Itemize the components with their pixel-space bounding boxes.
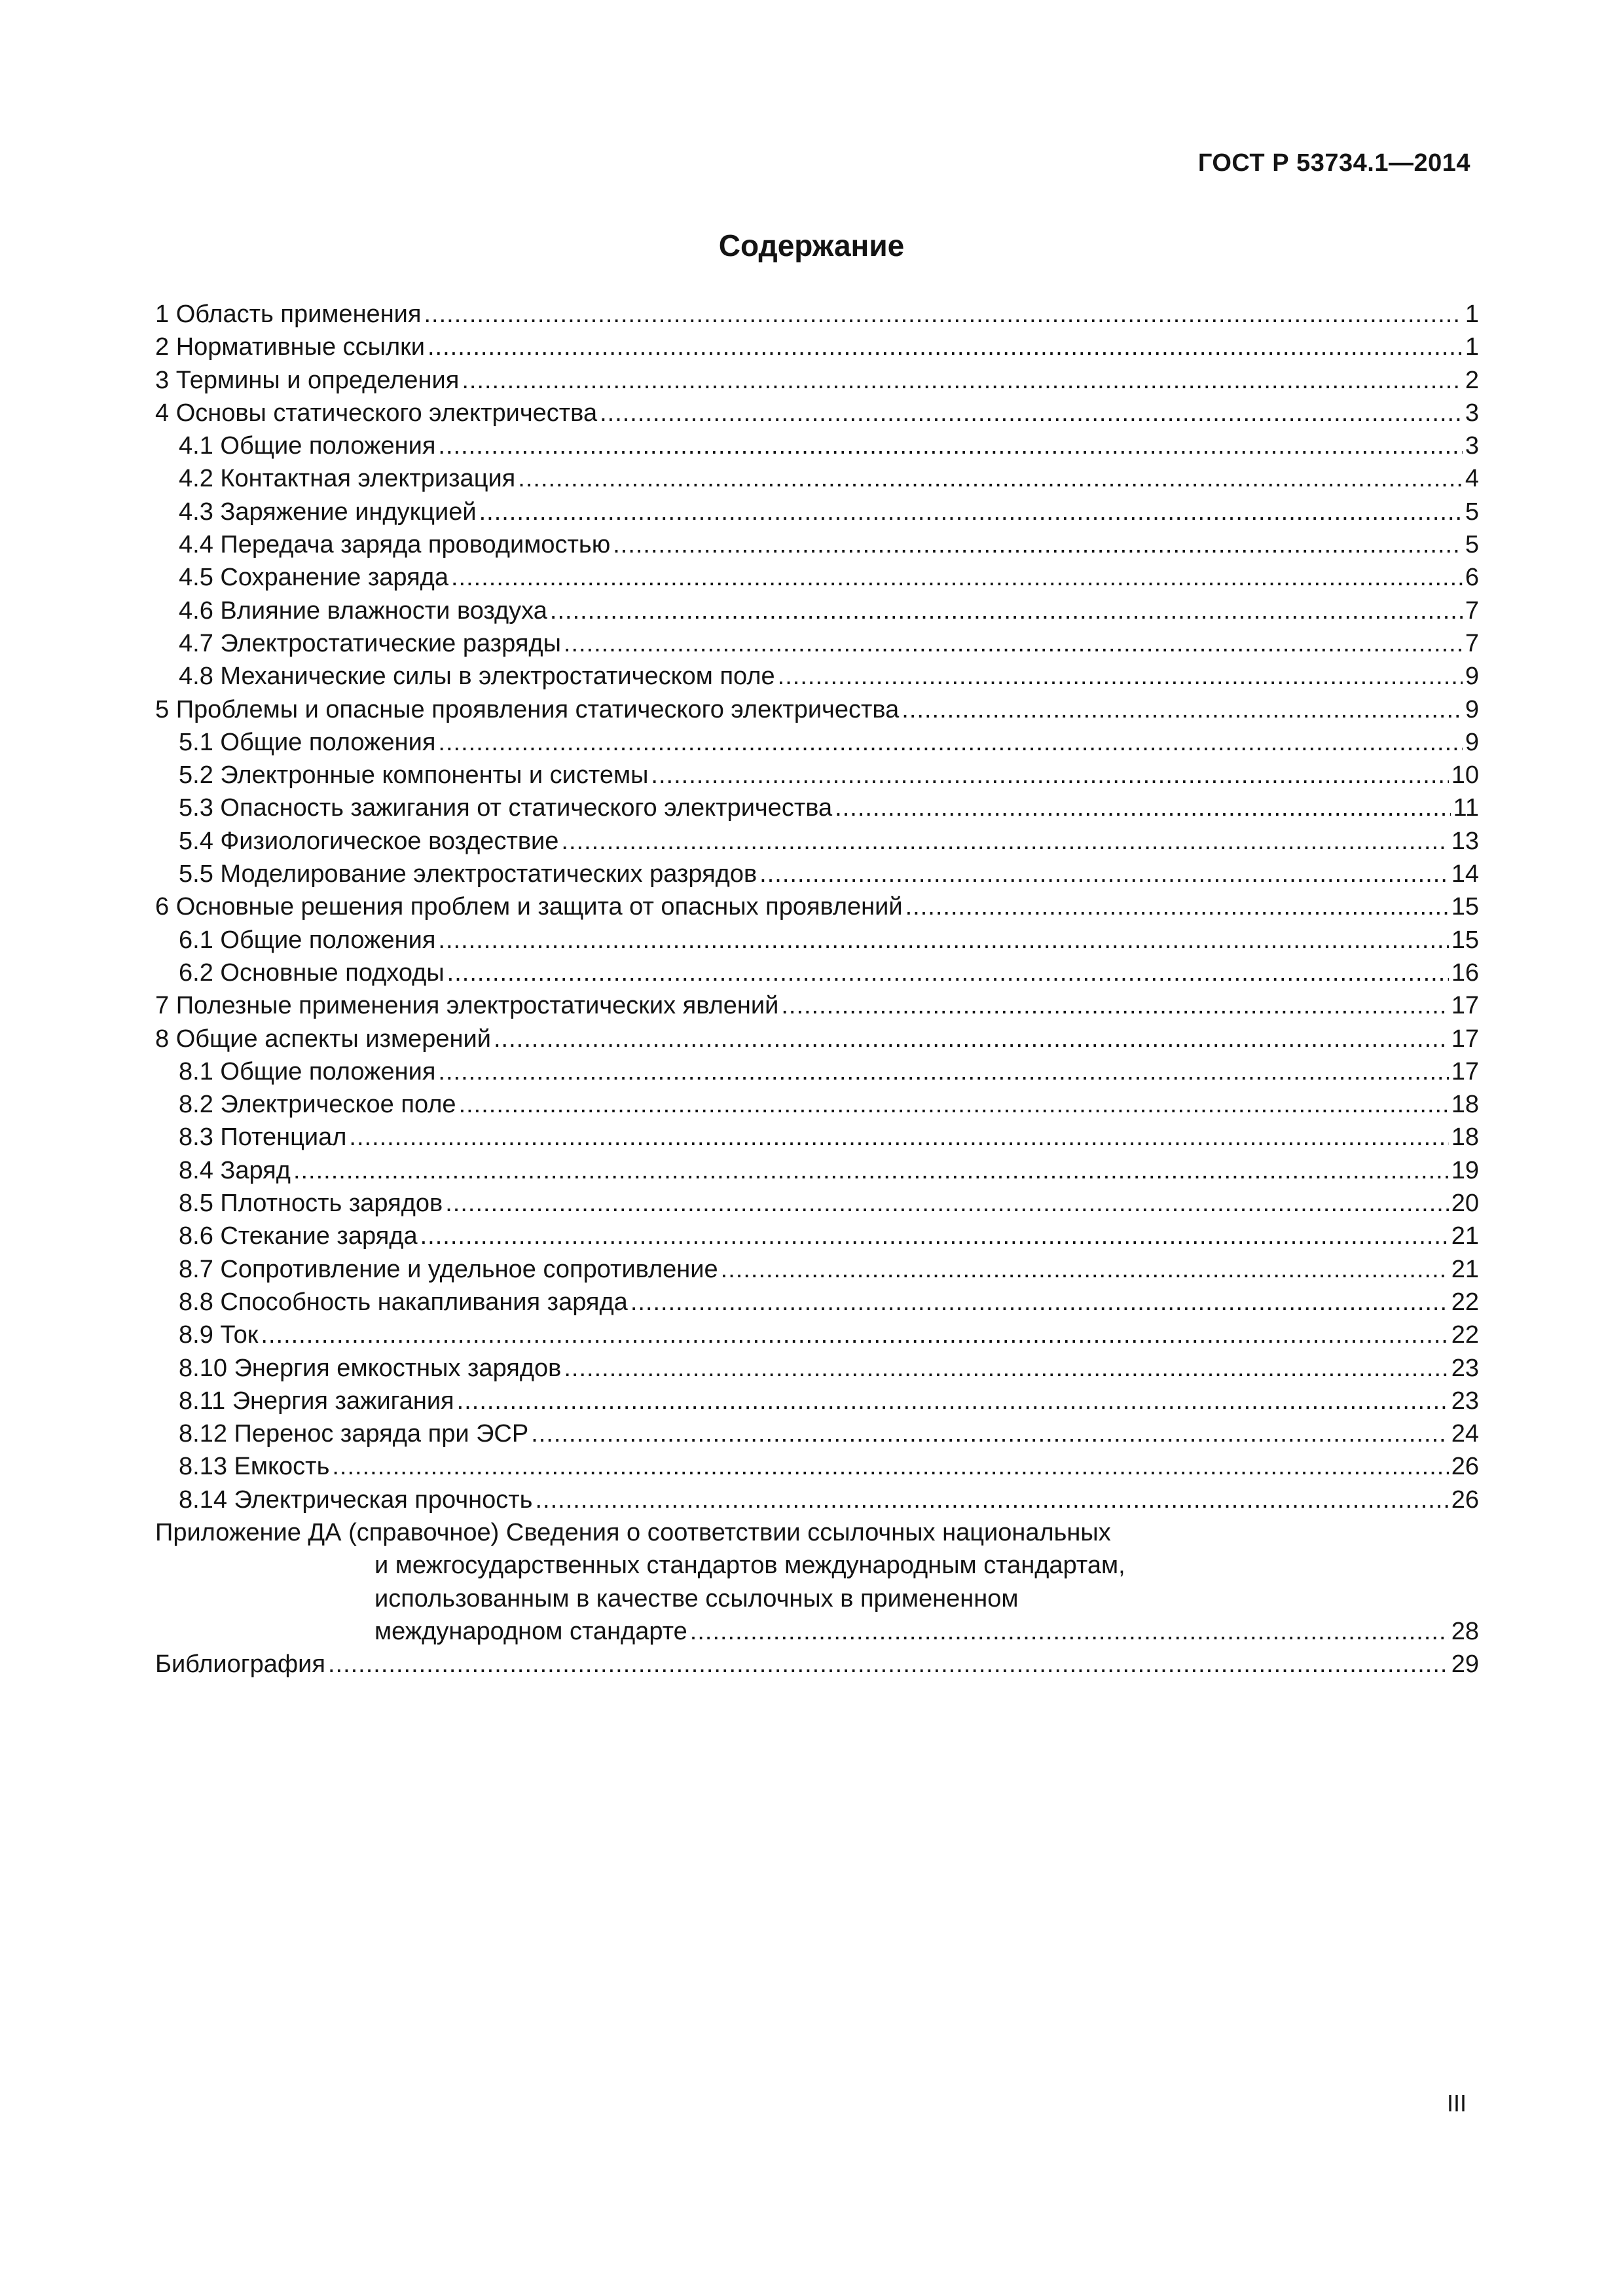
toc-entry-6-1[interactable] (155, 924, 1479, 957)
toc-entry-4-3[interactable] (155, 496, 1479, 528)
leader-dots (438, 726, 1462, 759)
leader-dots (479, 496, 1463, 528)
toc-entry-label: международном стандарте (374, 1617, 687, 1645)
toc-entry-label: 2 Нормативные ссылки (155, 333, 425, 361)
leader-dots (531, 1417, 1449, 1450)
toc-entry-page: 11 (1453, 794, 1479, 822)
leader-dots (424, 298, 1462, 331)
leader-dots (550, 594, 1463, 627)
toc-entry-4-6[interactable] (155, 594, 1479, 627)
toc-entry-label: 4.6 Влияние влажности воздуха (179, 596, 547, 625)
leader-dots (781, 989, 1448, 1022)
toc-entry-label: 5.4 Физиологическое воздествие (179, 827, 559, 855)
toc-entry-label: 5.1 Общие положения (179, 728, 436, 756)
toc-entry-label: 5 Проблемы и опасные проявления статического электричества (155, 695, 900, 723)
toc-entry-5-2[interactable] (155, 759, 1479, 792)
toc-entry-8-6[interactable] (155, 1220, 1479, 1252)
toc-entry-page: 9 (1465, 728, 1479, 756)
toc-entry-8-4[interactable] (155, 1154, 1479, 1187)
leader-dots (759, 858, 1449, 890)
leader-dots (445, 1187, 1449, 1220)
toc-entry-8-9[interactable] (155, 1319, 1479, 1351)
toc-entry-label: 8.9 Ток (179, 1321, 259, 1349)
appendix-line-3: использованным в качестве ссылочных в примененном (374, 1584, 1019, 1613)
toc-entry-8-2[interactable] (155, 1088, 1479, 1121)
toc-entry-5-3[interactable] (155, 792, 1479, 824)
toc-entry-appendix[interactable] (155, 1516, 1479, 1648)
toc-entry-page: 3 (1465, 432, 1479, 460)
toc-entry-page: 2 (1465, 366, 1479, 394)
leader-dots (518, 462, 1463, 495)
toc-entry-page: 22 (1451, 1288, 1479, 1316)
toc-entry-4-7[interactable] (155, 627, 1479, 660)
toc-entry-page: 10 (1451, 761, 1479, 790)
leader-dots (462, 364, 1463, 397)
toc-entry-label: 4.1 Общие положения (179, 432, 436, 460)
leader-dots (630, 1286, 1449, 1319)
toc-entry-label: 8.5 Плотность зарядов (179, 1190, 443, 1218)
toc-entry-8-1[interactable] (155, 1055, 1479, 1088)
toc-entry-label: 8.1 Общие положения (179, 1057, 436, 1085)
leader-dots (293, 1154, 1449, 1187)
toc-entry-8-10[interactable] (155, 1352, 1479, 1385)
toc-entry-label: 4.4 Передача заряда проводимостью (179, 531, 611, 559)
toc-entry-page: 17 (1451, 992, 1479, 1020)
toc-entry-4-8[interactable] (155, 660, 1479, 693)
leader-dots (835, 792, 1450, 824)
toc-entry-page: 7 (1465, 629, 1479, 657)
leader-dots (328, 1648, 1449, 1681)
appendix-line-1: Приложение ДА (справочное) Сведения о соответствии ссылочных национальных (155, 1518, 1111, 1546)
leader-dots (690, 1615, 1449, 1648)
toc-entry-label: 5.3 Опасность зажигания от статического электричества (179, 794, 833, 822)
leader-dots (332, 1450, 1448, 1483)
toc-entry-6-2[interactable] (155, 957, 1479, 989)
toc-entry-4[interactable] (155, 397, 1479, 429)
leader-dots (438, 924, 1448, 957)
toc-entry-label: 8 Общие аспекты измерений (155, 1025, 491, 1053)
table-of-contents (155, 298, 1479, 1681)
toc-entry-page: 13 (1451, 827, 1479, 855)
toc-entry-label: 8.10 Энергия емкостных зарядов (179, 1354, 562, 1382)
toc-entry-label: 5.2 Электронные компоненты и системы (179, 761, 649, 790)
standard-designation: ГОСТ Р 53734.1—2014 (1197, 149, 1470, 177)
toc-entry-page: 17 (1451, 1057, 1479, 1085)
toc-entry-8-14[interactable] (155, 1484, 1479, 1516)
leader-dots (261, 1319, 1448, 1351)
leader-dots (451, 561, 1463, 594)
toc-entry-label: 4.5 Сохранение заряда (179, 564, 448, 592)
leader-dots (535, 1484, 1448, 1516)
toc-entry-page: 15 (1451, 926, 1479, 954)
toc-entry-page: 29 (1451, 1650, 1479, 1679)
toc-entry-page: 20 (1451, 1190, 1479, 1218)
toc-entry-4-5[interactable] (155, 561, 1479, 594)
toc-entry-page: 18 (1451, 1123, 1479, 1152)
toc-entry-label: 6.1 Общие положения (179, 926, 436, 954)
toc-entry-5-5[interactable] (155, 858, 1479, 890)
toc-entry-page: 17 (1451, 1025, 1479, 1053)
toc-entry-page: 1 (1465, 333, 1479, 361)
leader-dots (438, 429, 1462, 462)
toc-entry-page: 24 (1451, 1420, 1479, 1448)
toc-entry-page: 14 (1451, 860, 1479, 888)
leader-dots (600, 397, 1463, 429)
leader-dots (420, 1220, 1449, 1252)
toc-entry-bibliography[interactable] (155, 1648, 1479, 1681)
toc-entry-label: 4.7 Электростатические разряды (179, 629, 561, 657)
toc-entry-page: 23 (1451, 1387, 1479, 1415)
toc-entry-label: 4.3 Заряжение индукцией (179, 498, 477, 526)
toc-entry-label: 3 Термины и определения (155, 366, 460, 394)
toc-entry-page: 9 (1465, 663, 1479, 691)
toc-entry-label: 6 Основные решения проблем и защита от опасных проявлений (155, 893, 903, 921)
toc-entry-page: 3 (1465, 399, 1479, 427)
toc-entry-label: 5.5 Моделирование электростатических разрядов (179, 860, 757, 888)
toc-entry-label: 6.2 Основные подходы (179, 958, 445, 987)
leader-dots (564, 627, 1463, 660)
appendix-line-4 (155, 1615, 1479, 1648)
toc-entry-4-4[interactable] (155, 528, 1479, 561)
toc-entry-page: 21 (1451, 1222, 1479, 1250)
toc-entry-8-11[interactable] (155, 1385, 1479, 1417)
toc-entry-page: 15 (1451, 893, 1479, 921)
leader-dots (438, 1055, 1448, 1088)
toc-entry-label: 8.13 Емкость (179, 1453, 330, 1481)
leader-dots (494, 1023, 1449, 1055)
toc-entry-page: 26 (1451, 1453, 1479, 1481)
leader-dots (457, 1385, 1449, 1417)
leader-dots (459, 1088, 1449, 1121)
toc-entry-page: 6 (1465, 564, 1479, 592)
toc-entry-page: 4 (1465, 465, 1479, 493)
toc-entry-label: 4.2 Контактная электризация (179, 465, 516, 493)
leader-dots (564, 1352, 1448, 1385)
toc-entry-8-7[interactable] (155, 1253, 1479, 1286)
toc-entry-page: 22 (1451, 1321, 1479, 1349)
toc-entry-label: 8.3 Потенциал (179, 1123, 347, 1152)
toc-entry-8-5[interactable] (155, 1187, 1479, 1220)
toc-entry-page: 26 (1451, 1485, 1479, 1514)
toc-entry-5-4[interactable] (155, 825, 1479, 858)
toc-entry-page: 16 (1451, 958, 1479, 987)
toc-entry-label: 4.8 Механические силы в электростатическом поле (179, 663, 775, 691)
toc-entry-8-8[interactable] (155, 1286, 1479, 1319)
toc-entry-label: 8.6 Стекание заряда (179, 1222, 418, 1250)
page-title: Содержание (718, 228, 905, 263)
toc-entry-5-1[interactable] (155, 726, 1479, 759)
toc-entry-label: 7 Полезные применения электростатических явлений (155, 992, 779, 1020)
toc-entry-label: 8.12 Перенос заряда при ЭСР (179, 1420, 529, 1448)
toc-entry-page: 5 (1465, 531, 1479, 559)
toc-entry-page: 1 (1465, 301, 1479, 328)
toc-entry-4-2[interactable] (155, 462, 1479, 495)
toc-entry-page: 7 (1465, 596, 1479, 625)
toc-entry-label: 8.14 Электрическая прочность (179, 1485, 533, 1514)
leader-dots (561, 825, 1448, 858)
toc-entry-page: 28 (1451, 1617, 1479, 1645)
toc-entry-8-13[interactable] (155, 1450, 1479, 1483)
leader-dots (651, 759, 1448, 792)
toc-entry-label: 8.11 Энергия зажигания (179, 1387, 454, 1415)
toc-entry-8-12[interactable] (155, 1417, 1479, 1450)
toc-entry-page: 18 (1451, 1091, 1479, 1119)
leader-dots (778, 660, 1463, 693)
toc-entry-label: 8.8 Способность накапливания заряда (179, 1288, 628, 1316)
toc-entry-7[interactable] (155, 989, 1479, 1022)
toc-entry-8[interactable] (155, 1023, 1479, 1055)
toc-entry-label: 1 Область применения (155, 301, 422, 328)
appendix-line-2: и межгосударственных стандартов международным стандартам, (374, 1552, 1125, 1580)
toc-entry-label: 4 Основы статического электричества (155, 399, 598, 427)
leader-dots (905, 890, 1449, 923)
toc-entry-page: 21 (1451, 1255, 1479, 1283)
leader-dots (721, 1253, 1449, 1286)
toc-entry-label: 8.2 Электрическое поле (179, 1091, 456, 1119)
toc-entry-2[interactable] (155, 331, 1479, 363)
toc-entry-page: 23 (1451, 1354, 1479, 1382)
leader-dots (902, 693, 1463, 726)
toc-entry-page: 5 (1465, 498, 1479, 526)
toc-entry-4-1[interactable] (155, 429, 1479, 462)
leader-dots (428, 331, 1463, 363)
leader-dots (613, 528, 1463, 561)
toc-entry-6[interactable] (155, 890, 1479, 923)
leader-dots (349, 1121, 1448, 1154)
page-number: III (1446, 2090, 1467, 2117)
toc-entry-8-3[interactable] (155, 1121, 1479, 1154)
toc-entry-label: 8.7 Сопротивление и удельное сопротивление (179, 1255, 718, 1283)
toc-entry-page: 9 (1465, 695, 1479, 723)
toc-entry-5[interactable] (155, 693, 1479, 726)
toc-entry-3[interactable] (155, 364, 1479, 397)
toc-entry-label: 8.4 Заряд (179, 1156, 291, 1184)
leader-dots (447, 957, 1449, 989)
toc-entry-page: 19 (1451, 1156, 1479, 1184)
toc-entry-1[interactable] (155, 298, 1479, 331)
toc-entry-label: Библиография (155, 1650, 325, 1679)
